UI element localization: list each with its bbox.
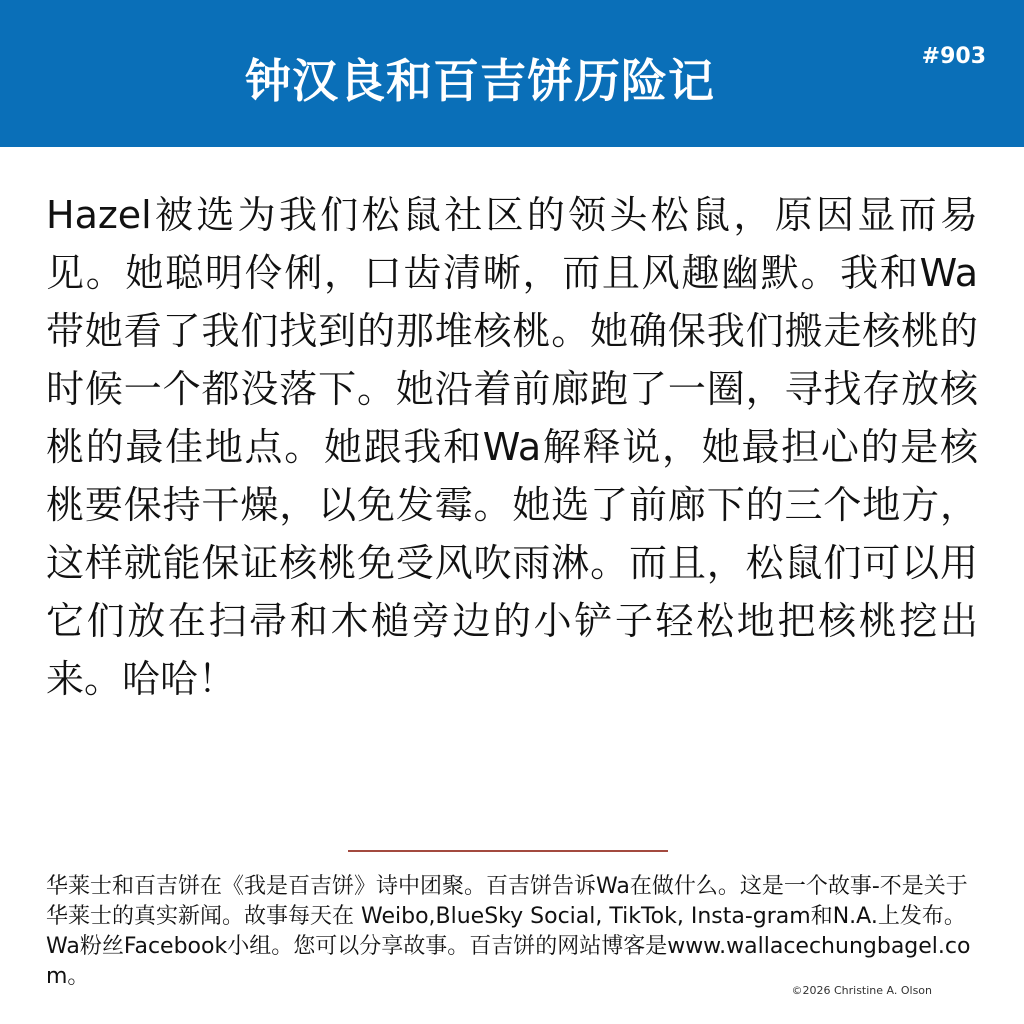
page-title: 钟汉良和百吉饼历险记 [245,54,715,108]
episode-number: #903 [921,44,986,69]
copyright: ©2026 Christine A. Olson [791,984,932,997]
divider [348,850,668,852]
footer-note: 华莱士和百吉饼在《我是百吉饼》诗中团聚。百吉饼告诉Wa在做什么。这是一个故事-不是关于华莱士的真实新闻。故事每天在 Weibo,BlueSky Social, TikTok, Insta-gram和N.A.上发布。Wa粉丝Facebook小组。您可以分享故事。百吉饼的网站博客是www.wallacechungbagel.com。 [46,874,971,989]
story-text: Hazel被选为我们松鼠社区的领头松鼠，原因显而易见。她聪明伶俐，口齿清晰，而且风趣幽默。我和Wa带她看了我们找到的那堆核桃。她确保我们搬走核桃的时候一个都没落下。她沿着前廊跑了一圈，寻找存放核桃的最佳地点。她跟我和Wa解释说，她最担心的是核桃要保持干燥，以免发霉。她选了前廊下的三个地方，这样就能保证核桃免受风吹雨淋。而且，松鼠们可以用它们放在扫帚和木槌旁边的小铲子轻松地把核桃挖出来。哈哈！ [46,193,978,701]
header-banner [0,0,1024,147]
